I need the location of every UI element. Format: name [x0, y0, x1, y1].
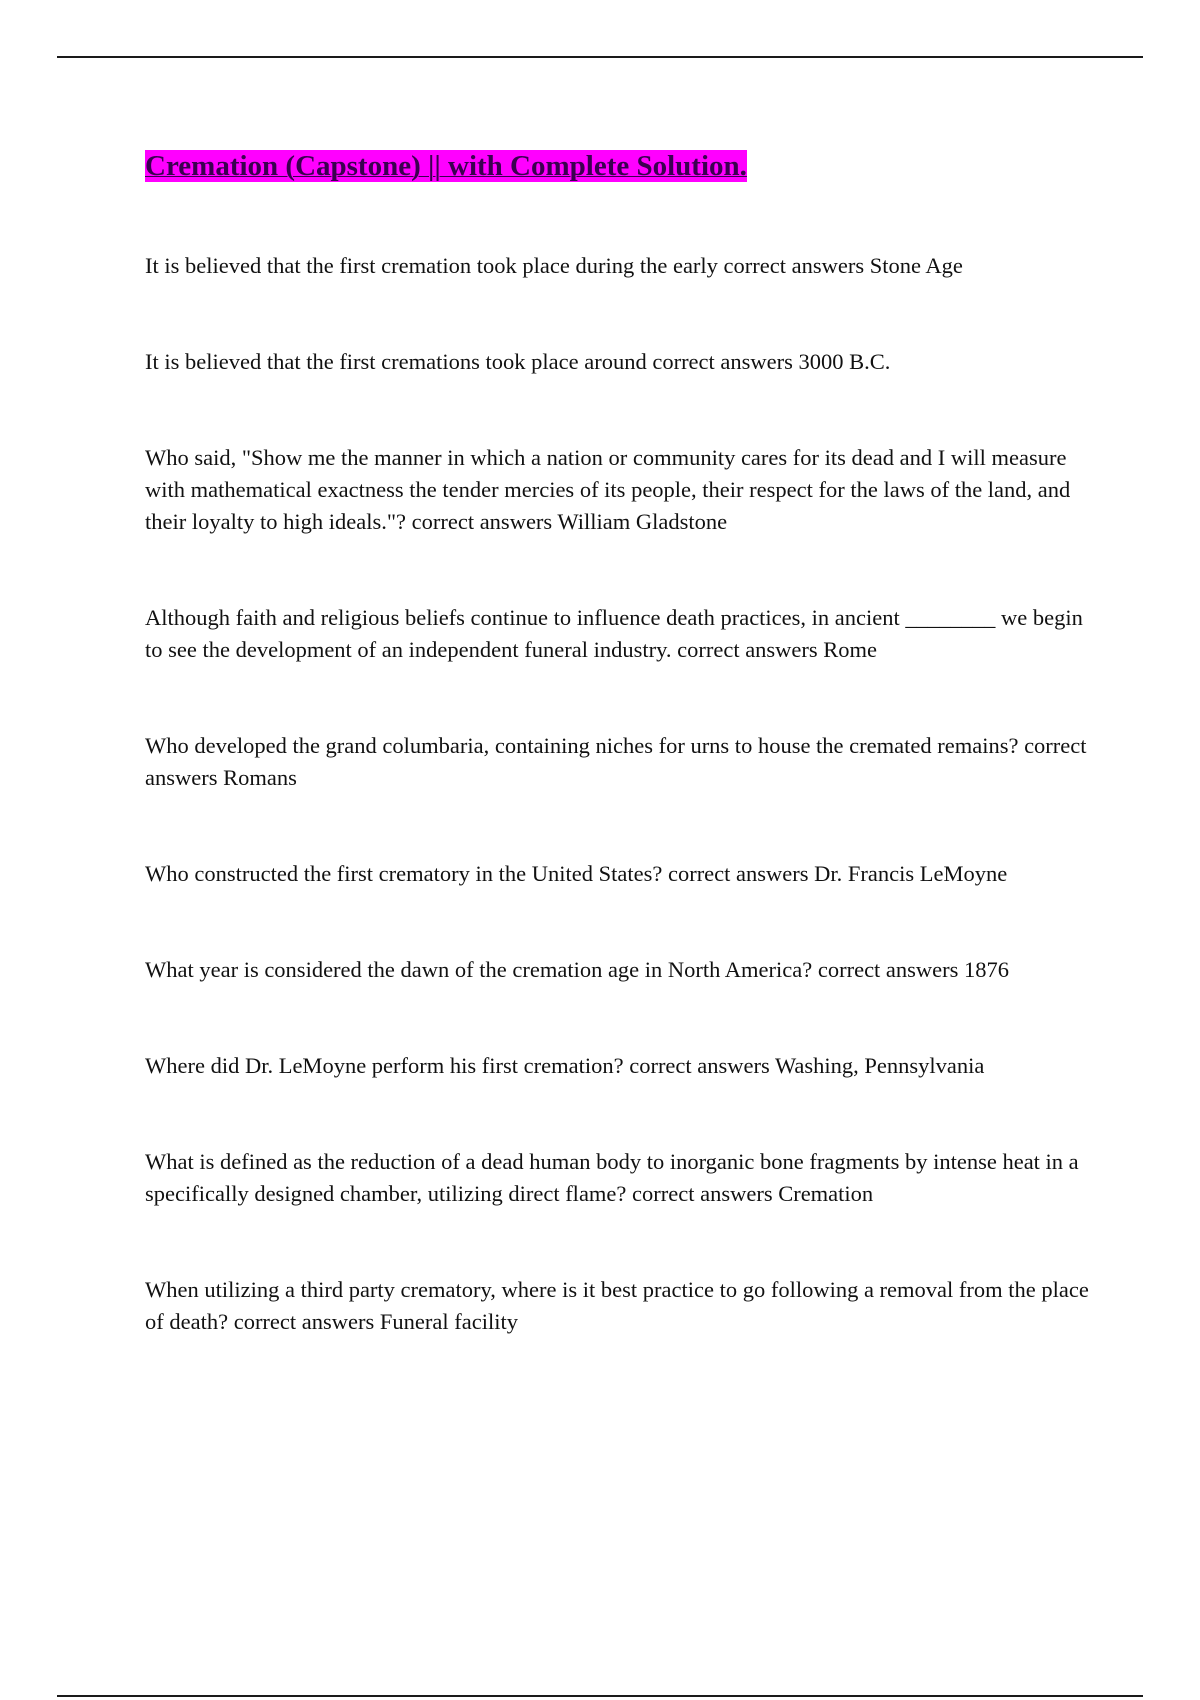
document-title: Cremation (Capstone) || with Complete Solution.	[145, 150, 747, 182]
document-body	[145, 148, 1095, 1402]
qa-item: What is defined as the reduction of a dead human body to inorganic bone fragments by intense heat in a specifically designed chamber, utilizing direct flame? correct answers Cremation	[145, 1149, 1079, 1206]
qa-item: Although faith and religious beliefs continue to influence death practices, in ancient ________ we begin to see the development of an independent funeral industry. correct answers Rome	[145, 605, 1083, 662]
qa-item: Who said, "Show me the manner in which a nation or community cares for its dead and I will measure with mathematical exactness the tender mercies of its people, their respect for the laws of the land, and their loyalty to high ideals."? correct answers William Gladstone	[145, 445, 1071, 534]
bottom-rule	[57, 1695, 1143, 1697]
top-rule	[57, 56, 1143, 58]
qa-item: It is believed that the first cremation took place during the early correct answers Stone Age	[145, 253, 963, 278]
qa-item: When utilizing a third party crematory, where is it best practice to go following a removal from the place of death? correct answers Funeral facility	[145, 1277, 1089, 1334]
qa-item: It is believed that the first cremations took place around correct answers 3000 B.C.	[145, 349, 891, 374]
qa-item: Where did Dr. LeMoyne perform his first cremation? correct answers Washing, Pennsylvania	[145, 1053, 985, 1078]
title-block	[145, 148, 1095, 184]
qa-item: Who developed the grand columbaria, containing niches for urns to house the cremated remains? correct answers Romans	[145, 733, 1087, 790]
qa-item: Who constructed the first crematory in the United States? correct answers Dr. Francis LeMoyne	[145, 861, 1008, 886]
qa-item: What year is considered the dawn of the cremation age in North America? correct answers 1876	[145, 957, 1010, 982]
